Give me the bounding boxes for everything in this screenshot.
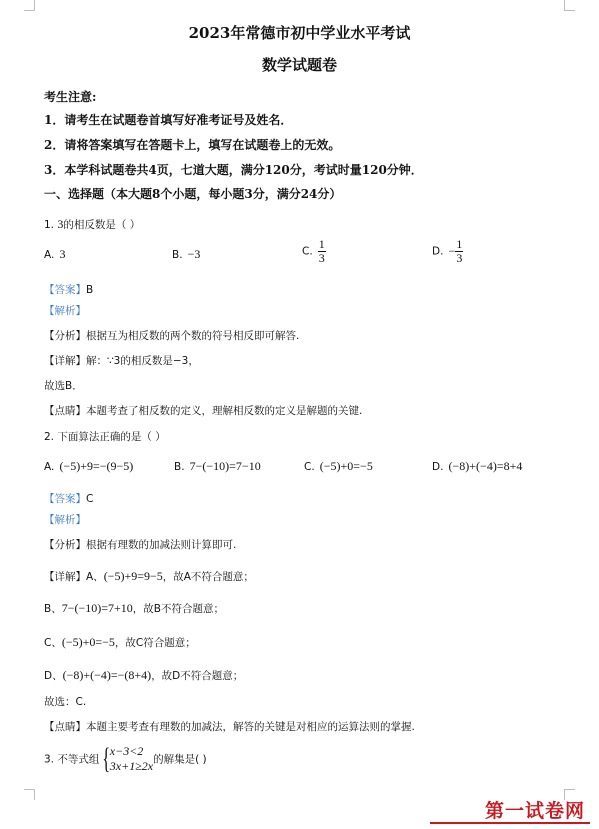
exam-subtitle: 数学试题卷: [261, 56, 337, 74]
q2-analysis-tag: 【解析】: [44, 514, 86, 526]
q3-stem-post: 的解集是( ): [153, 753, 207, 766]
q1-option-b-value: −3: [187, 247, 201, 261]
q1-stem-text: 的相反数是（ ）: [63, 219, 141, 231]
q2-option-b: B. 7−(−10)=7−10: [174, 459, 261, 473]
notice-item-2: 2．请将答案填写在答题卡上，填写在试题卷上的无效。: [44, 138, 341, 152]
q1-choose: 故选B．: [44, 380, 83, 392]
q2-xiangjie-a: 【详解】A、(−5)+9=9−5，故A不符合题意；: [44, 569, 254, 583]
q1-xiangjie: 【详解】解：∵3的相反数是−3，: [44, 355, 199, 367]
crop-mark-top-right: [564, 0, 575, 11]
q2-xiangjie-d: D、(−8)+(−4)=−(8+4)，故D不符合题意；: [44, 668, 244, 682]
crop-mark-bottom-left: [24, 789, 35, 800]
q3-stem-pre: 3. 不等式组: [44, 753, 100, 766]
q3-system: [110, 744, 153, 774]
q1-option-a-value: 3: [59, 247, 66, 261]
exam-title: 2023年常德市初中学业水平考试: [188, 24, 411, 42]
notice-item-3: 3．本学科试题卷共4页，七道大题，满分120分，考试时量120分钟．: [44, 163, 423, 177]
q1-option-c-fraction: $\frac{1}{3}$: [318, 237, 325, 265]
q2-xiangjie-c: C、(−5)+0=−5，故C符合题意；: [44, 635, 196, 649]
q1-stem: [44, 217, 140, 232]
q2-answer: 【答案】C: [44, 493, 94, 505]
q3-stem: [44, 744, 207, 774]
q2-fenxi: 【分析】根据有理数的加减法则计算即可.: [44, 539, 237, 551]
q1-number: 1.: [44, 219, 55, 231]
q1-analysis-tag: 【解析】: [44, 305, 86, 317]
watermark-underline: [430, 822, 590, 824]
q3-system-brace: {: [102, 742, 111, 775]
q1-option-d-fraction: $\frac{1}{3}$: [456, 237, 463, 265]
crop-mark-top-left: [24, 0, 35, 11]
q1-option-c: C. $\frac{1}{3}$: [302, 237, 325, 265]
notice-heading: 考生注意:: [44, 90, 97, 104]
q2-stem: 2. 下面算法正确的是（ ）: [44, 431, 166, 443]
q2-choose: 故选：C.: [44, 696, 87, 708]
q2-option-d: D. (−8)+(−4)=8+4: [432, 459, 523, 473]
section-heading: 一、选择题（本大题8个小题，每小题3分，满分24分）: [44, 187, 342, 201]
q2-option-a: A. (−5)+9=−(9−5): [44, 459, 134, 473]
q1-dianjing: 【点睛】本题考查了相反数的定义，理解相反数的定义是解题的关键.: [44, 405, 363, 417]
q1-fenxi: 【分析】根据互为相反数的两个数的符号相反即可解答.: [44, 330, 300, 342]
q1-value: 3: [57, 217, 64, 231]
notice-item-1: 1．请考生在试题卷首填写好准考证号及姓名．: [44, 113, 293, 127]
q1-option-d: D. − $\frac{1}{3}$: [432, 237, 463, 265]
q1-option-b: B. −3: [172, 247, 201, 261]
site-watermark: 第一试卷网: [484, 800, 585, 822]
q2-option-c: C. (−5)+0=−5: [304, 459, 373, 473]
q1-answer: 【答案】B: [44, 284, 94, 296]
q3-system-line-1: x−3<2: [109, 744, 144, 758]
q2-dianjing: 【点睛】本题主要考查有理数的加减法，解答的关键是对相应的运算法则的掌握.: [44, 721, 415, 733]
q2-xiangjie-b: B、7−(−10)=7+10，故B不符合题意；: [44, 601, 224, 615]
q1-option-a: A. 3: [44, 247, 66, 261]
q3-system-line-2: 3x+1≥2x: [109, 759, 154, 773]
